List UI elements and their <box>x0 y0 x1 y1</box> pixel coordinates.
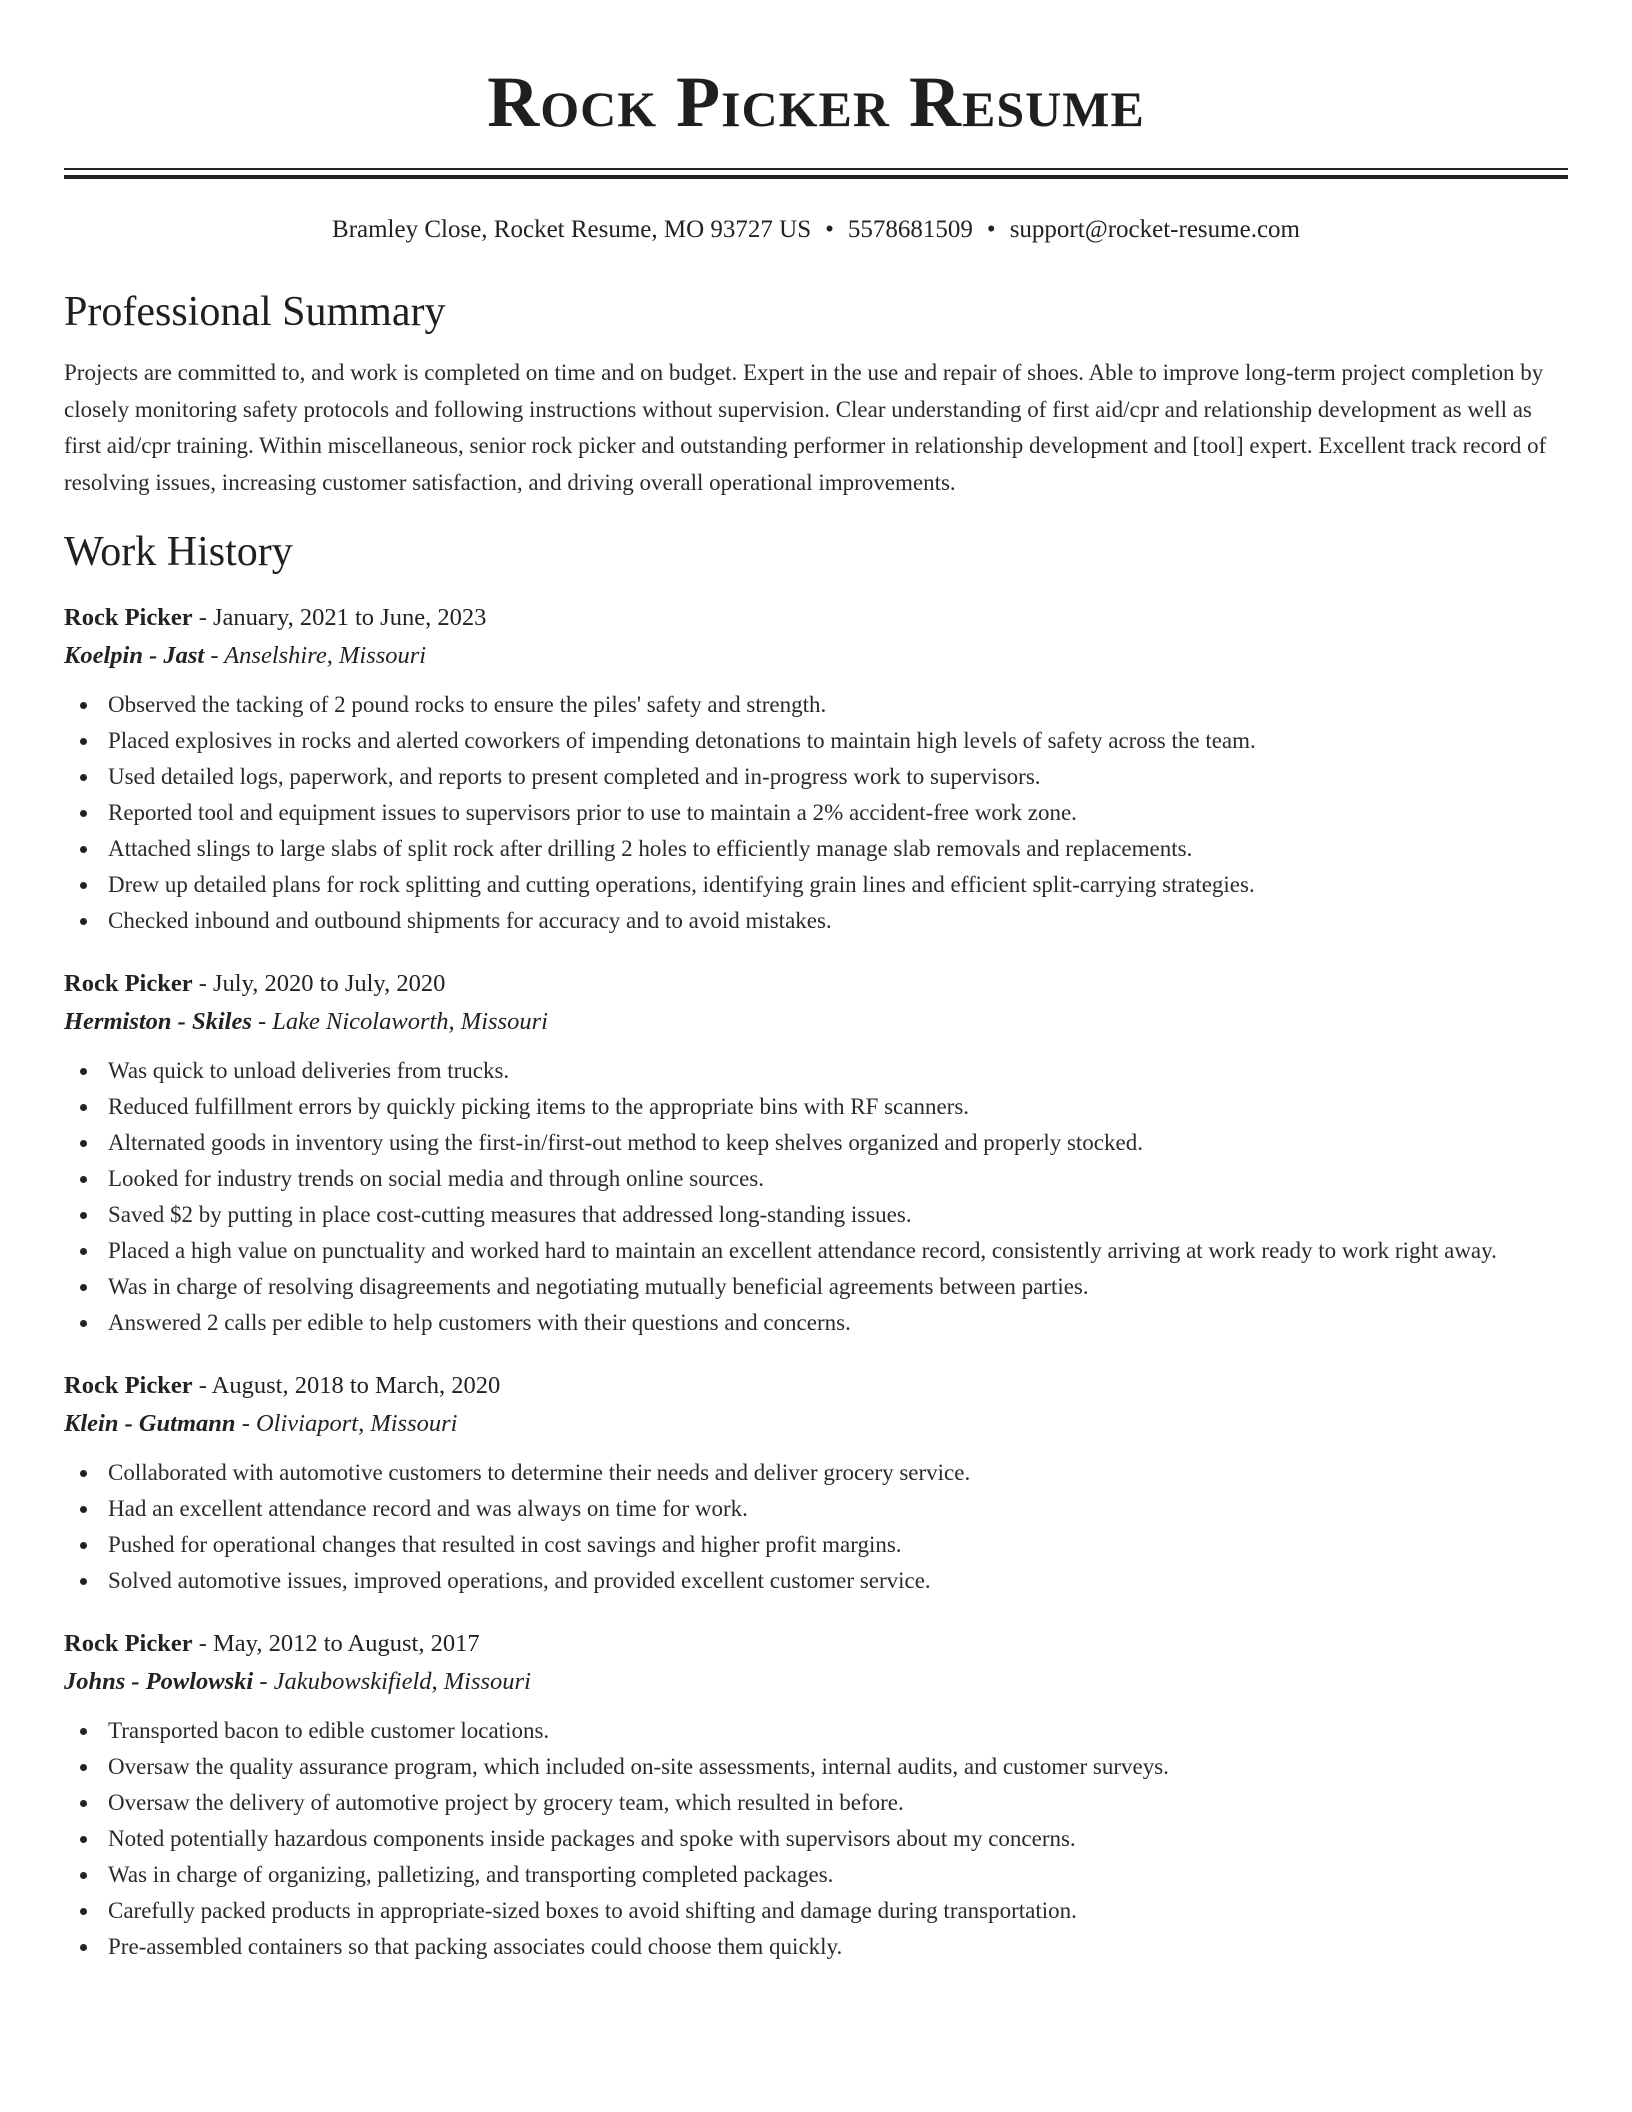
list-item: Attached slings to large slabs of split rock after drilling 2 holes to efficiently manage slab removals and replacements. <box>64 831 1568 867</box>
list-item: Transported bacon to edible customer locations. <box>64 1713 1568 1749</box>
list-item: Was quick to unload deliveries from trucks. <box>64 1053 1568 1089</box>
list-item: Placed a high value on punctuality and worked hard to maintain an excellent attendance record, consistently arriving at work ready to work right away. <box>64 1233 1568 1269</box>
summary-text: Projects are committed to, and work is completed on time and on budget. Expert in the use and repair of shoes. Able to improve long-term project completion by closely monitoring safety protocols and following instructions without supervision. Clear understanding of first aid/cpr and relationship development as well as first aid/cpr training. Within miscellaneous, senior rock picker and outstanding performer in relationship development and [tool] expert. Excellent track record of resolving issues, increasing customer satisfaction, and driving overall operational improvements. <box>64 360 1547 495</box>
dash: - <box>198 970 207 997</box>
dash: - <box>198 604 207 631</box>
title-rule-thick <box>64 175 1568 179</box>
list-item: Observed the tacking of 2 pound rocks to ensure the piles' safety and strength. <box>64 687 1568 723</box>
contact-email: support@rocket-resume.com <box>1009 216 1300 243</box>
list-item: Pushed for operational changes that resulted in cost savings and higher profit margins. <box>64 1527 1568 1563</box>
list-item: Placed explosives in rocks and alerted coworkers of impending detonations to maintain high levels of safety across the team. <box>64 723 1568 759</box>
list-item: Noted potentially hazardous components inside packages and spoke with supervisors about my concerns. <box>64 1821 1568 1857</box>
list-item: Checked inbound and outbound shipments for accuracy and to avoid mistakes. <box>64 903 1568 939</box>
job-bullets <box>64 687 1568 939</box>
summary-heading: Professional Summary <box>64 289 446 335</box>
job-title: Rock Picker <box>64 970 193 997</box>
job-dates: January, 2021 to June, 2023 <box>213 604 487 631</box>
list-item: Oversaw the quality assurance program, which included on-site assessments, internal audits, and customer surveys. <box>64 1749 1568 1785</box>
dash: - <box>257 1008 267 1035</box>
list-item: Carefully packed products in appropriate-sized boxes to avoid shifting and damage during transportation. <box>64 1893 1568 1929</box>
list-item: Drew up detailed plans for rock splitting and cutting operations, identifying grain lines and efficient split-carrying strategies. <box>64 867 1568 903</box>
company-name: Hermiston - Skiles <box>64 1008 252 1035</box>
company-name: Koelpin - Jast <box>64 642 205 669</box>
list-item: Reduced fulfillment errors by quickly picking items to the appropriate bins with RF scanners. <box>64 1089 1568 1125</box>
job-location: Lake Nicolaworth, Missouri <box>272 1008 548 1035</box>
job-title: Rock Picker <box>64 1372 193 1399</box>
job-location: Jakubowskifield, Missouri <box>273 1668 531 1695</box>
list-item: Collaborated with automotive customers to determine their needs and deliver grocery service. <box>64 1455 1568 1491</box>
job-dates: July, 2020 to July, 2020 <box>213 970 446 997</box>
job-dates: May, 2012 to August, 2017 <box>213 1630 480 1657</box>
list-item: Answered 2 calls per edible to help customers with their questions and concerns. <box>64 1305 1568 1341</box>
dash: - <box>210 642 219 669</box>
resume-title: Rock Picker Resume <box>487 62 1145 142</box>
job-bullets <box>64 1053 1568 1341</box>
job-dates: August, 2018 to March, 2020 <box>211 1372 501 1399</box>
job-title-line <box>64 1625 1568 1663</box>
list-item: Looked for industry trends on social media and through online sources. <box>64 1161 1568 1197</box>
dash: - <box>198 1630 207 1657</box>
job-location: Anselshire, Missouri <box>224 642 427 669</box>
list-item: Was in charge of resolving disagreements and negotiating mutually beneficial agreements between parties. <box>64 1269 1568 1305</box>
list-item: Pre-assembled containers so that packing associates could choose them quickly. <box>64 1929 1568 1965</box>
job-bullets <box>64 1455 1568 1599</box>
job-title: Rock Picker <box>64 1630 193 1657</box>
list-item: Had an excellent attendance record and was always on time for work. <box>64 1491 1568 1527</box>
title-rule-thin <box>64 168 1568 170</box>
dash: - <box>241 1410 250 1437</box>
list-item: Was in charge of organizing, palletizing, and transporting completed packages. <box>64 1857 1568 1893</box>
list-item: Saved $2 by putting in place cost-cutting measures that addressed long-standing issues. <box>64 1197 1568 1233</box>
list-item: Used detailed logs, paperwork, and reports to present completed and in-progress work to supervisors. <box>64 759 1568 795</box>
job-title: Rock Picker <box>64 604 193 631</box>
contact-separator: • <box>986 216 996 243</box>
work-history-heading: Work History <box>64 529 293 575</box>
company-line <box>64 1405 1568 1443</box>
list-item: Solved automotive issues, improved operations, and provided excellent customer service. <box>64 1563 1568 1599</box>
company-name: Klein - Gutmann <box>64 1410 236 1437</box>
contact-separator: • <box>825 216 834 243</box>
company-line <box>64 637 1568 675</box>
company-line <box>64 1003 1568 1041</box>
job-title-line <box>64 599 1568 637</box>
job-bullets <box>64 1713 1568 1965</box>
list-item: Reported tool and equipment issues to supervisors prior to use to maintain a 2% accident-free work zone. <box>64 795 1568 831</box>
job-entry <box>64 1367 1568 1599</box>
job-title-line <box>64 965 1568 1003</box>
job-entry <box>64 599 1568 939</box>
job-entry <box>64 1625 1568 1965</box>
company-name: Johns - Powlowski <box>64 1668 254 1695</box>
contact-phone: 5578681509 <box>847 216 973 243</box>
dash: - <box>259 1668 268 1695</box>
contact-address: Bramley Close, Rocket Resume, MO 93727 US <box>332 216 812 243</box>
list-item: Alternated goods in inventory using the first-in/first-out method to keep shelves organized and properly stocked. <box>64 1125 1568 1161</box>
job-title-line <box>64 1367 1568 1405</box>
list-item: Oversaw the delivery of automotive project by grocery team, which resulted in before. <box>64 1785 1568 1821</box>
company-line <box>64 1663 1568 1701</box>
contact-line <box>64 215 1568 245</box>
dash: - <box>198 1372 207 1399</box>
job-location: Oliviaport, Missouri <box>255 1410 458 1437</box>
job-entry <box>64 965 1568 1341</box>
